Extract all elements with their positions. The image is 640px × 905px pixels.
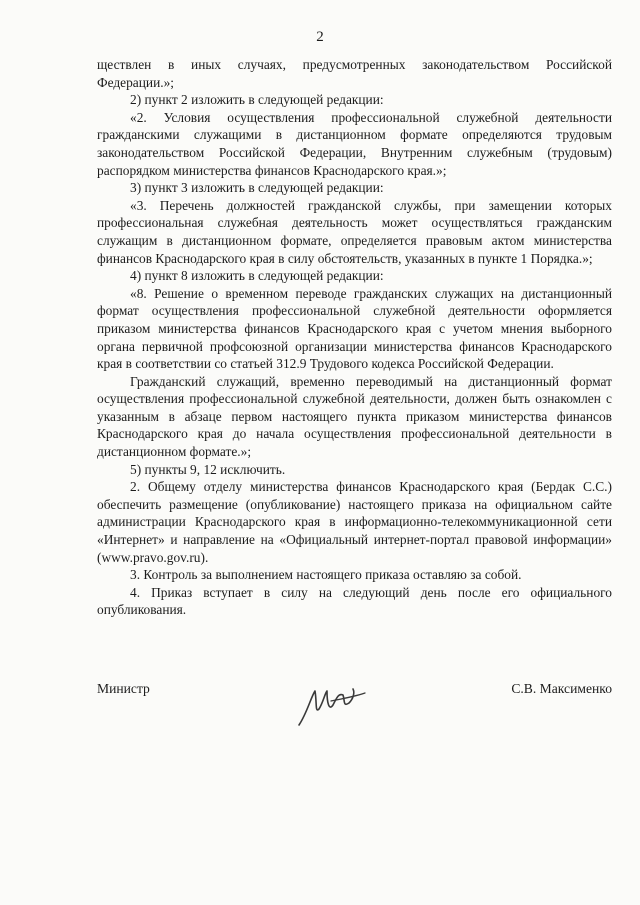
document-body [97,56,612,619]
paragraph-clause-2: 2. Общему отделу министерства финансов Краснодарского края (Бердак С.С.) обеспечить размещение (опубликование) настоящего приказа на официальном сайте администрации Краснодарского края в информационно-телекоммуникационной сети «Интернет» и направление на «Официальный интернет-портал правовой информации» (www.pravo.gov.ru). [97,479,612,565]
paragraph-clause-4: 4. Приказ вступает в силу на следующий день после его официального опубликования. [97,584,612,618]
paragraph-clause-3: 3. Контроль за выполнением настоящего приказа оставляю за собой. [130,567,522,583]
paragraph-item-3-text: «3. Перечень должностей гражданской службы, при замещении которых профессиональная служебная деятельность может осуществляться гражданским служащим в дистанционном формате, определяется правовым актом министерства финансов Краснодарского края в силу обстоятельств, указанных в пункте 1 Порядка.»; [97,197,612,266]
paragraph-item-8-text: «8. Решение о временном переводе гражданских служащих на дистанционный формат осуществления профессиональной служебной деятельности оформляется приказом министерства финансов Краснодарского края с учетом мнения выборного органа первичной профсоюзной организации министерства финансов Краснодарского края в соответствии со статьей 312.9 Трудового кодекса Российской Федерации. [97,285,612,372]
paragraph-item-8-heading: 4) пункт 8 изложить в следующей редакции: [130,268,384,284]
paragraph-item-8-text-cont: Гражданский служащий, временно переводимый на дистанционный формат осуществления профессиональной служебной деятельности, должен быть ознакомлен с указанным в абзаце первом настоящего пункта приказом министерства финансов Краснодарского края до начала осуществления профессиональной деятельности в дистанционном формате.»; [97,373,612,460]
page-number: 2 [316,29,324,45]
paragraph-continuation: ществлен в иных случаях, предусмотренных законодательством Российской Федерации.»; [97,57,612,90]
paragraph-items-9-12: 5) пункты 9, 12 исключить. [130,461,286,477]
paragraph-item-2-heading: 2) пункт 2 изложить в следующей редакции: [130,92,384,108]
paragraph-item-2-text: «2. Условия осуществления профессиональной служебной деятельности гражданскими служащими в дистанционном формате определяются трудовым законодательством Российской Федерации, Внутренним служебным (трудовым) распорядком министерства финансов Краснодарского края.»; [97,109,612,178]
signatory-name: С.В. Максименко [511,681,612,696]
signatory-title: Министр [97,681,150,696]
paragraph-item-3-heading: 3) пункт 3 изложить в следующей редакции: [130,180,384,196]
signature-block [97,681,612,741]
handwritten-signature [293,679,369,731]
